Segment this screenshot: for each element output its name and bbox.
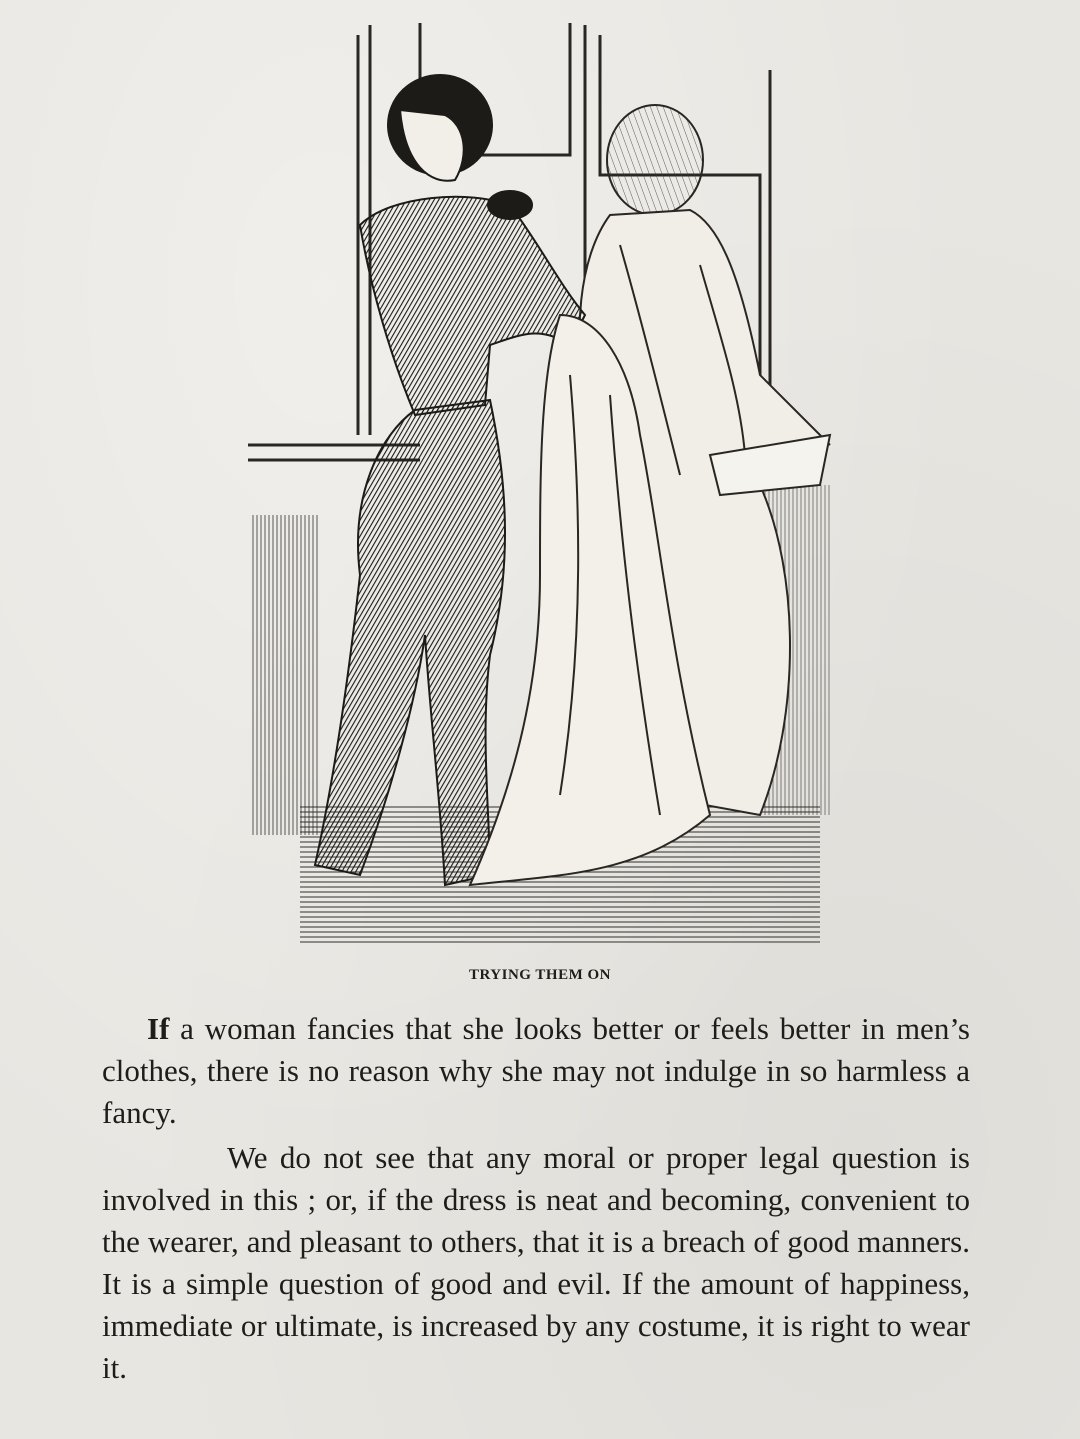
paragraph-1 [102, 1008, 970, 1134]
figure-caption: TRYING THEM ON [468, 967, 612, 983]
engraving-illustration [240, 15, 840, 955]
paragraph-2: We do not see that any moral or proper legal question is involved in this ; or, if the dress is neat and becoming, convenient to the wearer, and pleasant to others, that it is a breach of good manners. It is a simple question of good and evil. If the amount of happiness, immediate or ultimate, is increased by any costume, it is right to wear it. [102, 1140, 970, 1385]
paragraph-1-text: a woman fancies that she looks better or feels better in men’s clothes, there is no reason why she may not indulge in so harmless a fancy. [102, 1011, 970, 1130]
article-body [102, 1008, 970, 1389]
paragraph-1-lead-word: If [147, 1011, 170, 1046]
